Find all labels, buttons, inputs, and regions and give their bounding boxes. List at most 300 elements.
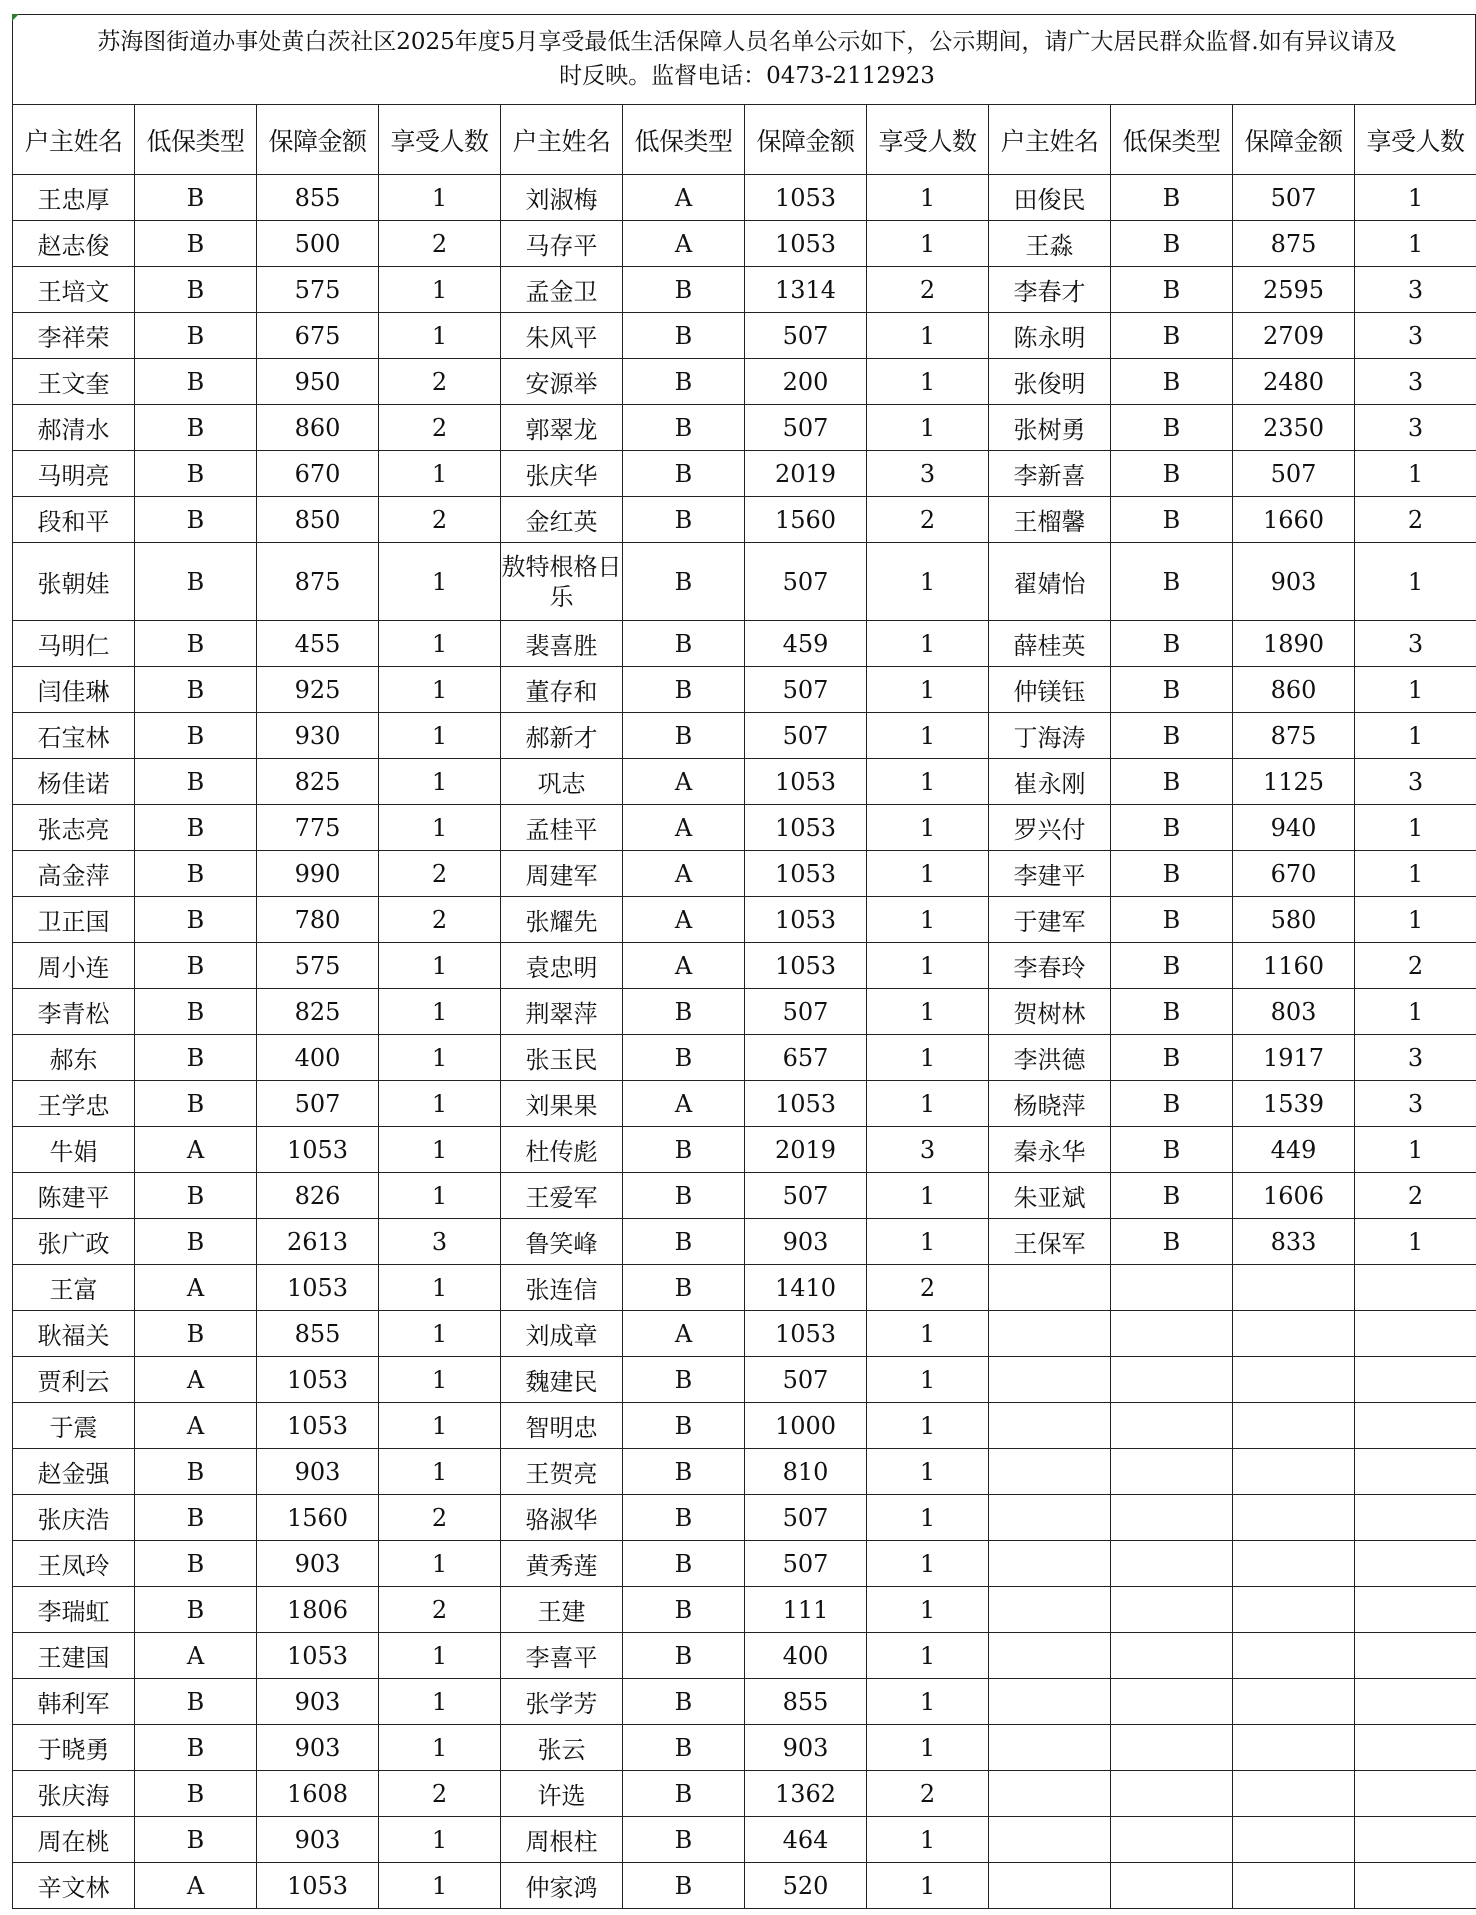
- cell-amount: 903: [745, 1219, 867, 1265]
- cell-type: B: [1111, 943, 1233, 989]
- cell-name: 于建军: [989, 897, 1111, 943]
- cell-type: B: [1111, 405, 1233, 451]
- cell-amount: 1362: [745, 1771, 867, 1817]
- cell-amount: 507: [257, 1081, 379, 1127]
- cell-count: 1: [867, 897, 989, 943]
- cell-count: 1: [867, 1035, 989, 1081]
- cell-amount: 507: [745, 405, 867, 451]
- cell-amount: 2709: [1233, 313, 1355, 359]
- cell-name: 王贺亮: [501, 1449, 623, 1495]
- cell-type: [1111, 1725, 1233, 1771]
- cell-count: 1: [867, 313, 989, 359]
- cell-type: B: [1111, 1035, 1233, 1081]
- cell-type: B: [623, 1725, 745, 1771]
- cell-name: 周建军: [501, 851, 623, 897]
- cell-amount: 2350: [1233, 405, 1355, 451]
- cell-type: B: [1111, 759, 1233, 805]
- cell-type: B: [1111, 713, 1233, 759]
- cell-amount: 825: [257, 989, 379, 1035]
- cell-name: 王榴馨: [989, 497, 1111, 543]
- cell-name: 王建国: [13, 1633, 135, 1679]
- cell-amount: 833: [1233, 1219, 1355, 1265]
- cell-type: [1111, 1449, 1233, 1495]
- cell-amount: 1053: [745, 851, 867, 897]
- cell-name: 董存和: [501, 667, 623, 713]
- table-row: [13, 1219, 1476, 1265]
- cell-type: B: [623, 1817, 745, 1863]
- cell-count: 3: [1355, 1081, 1476, 1127]
- cell-amount: 1053: [745, 943, 867, 989]
- table-row: [13, 897, 1476, 943]
- cell-amount: 1053: [745, 897, 867, 943]
- cell-name: 张广政: [13, 1219, 135, 1265]
- header-subsidy-amount: 保障金额: [1233, 105, 1355, 175]
- cell-name: [989, 1587, 1111, 1633]
- cell-type: A: [623, 805, 745, 851]
- cell-amount: 1053: [745, 175, 867, 221]
- cell-name: [989, 1771, 1111, 1817]
- cell-type: [1111, 1495, 1233, 1541]
- cell-name: 王爱军: [501, 1173, 623, 1219]
- table-row: [13, 1265, 1476, 1311]
- table-row: [13, 667, 1476, 713]
- cell-amount: [1233, 1403, 1355, 1449]
- cell-type: B: [135, 713, 257, 759]
- cell-amount: 2019: [745, 1127, 867, 1173]
- cell-type: A: [135, 1357, 257, 1403]
- cell-type: [1111, 1863, 1233, 1909]
- cell-amount: 1053: [257, 1127, 379, 1173]
- cell-type: B: [623, 713, 745, 759]
- cell-count: 2: [379, 851, 501, 897]
- table-row: [13, 359, 1476, 405]
- cell-amount: 860: [1233, 667, 1355, 713]
- cell-type: B: [135, 1587, 257, 1633]
- notice-sheet: [12, 14, 1476, 1909]
- cell-amount: 449: [1233, 1127, 1355, 1173]
- cell-type: B: [135, 1725, 257, 1771]
- table-row: [13, 1311, 1476, 1357]
- cell-name: 赵金强: [13, 1449, 135, 1495]
- cell-count: 3: [1355, 405, 1476, 451]
- cell-name: 杨佳诺: [13, 759, 135, 805]
- cell-type: B: [135, 1817, 257, 1863]
- cell-amount: 2480: [1233, 359, 1355, 405]
- cell-name: 王忠厚: [13, 175, 135, 221]
- cell-count: 1: [867, 713, 989, 759]
- cell-type: B: [623, 667, 745, 713]
- cell-type: B: [1111, 359, 1233, 405]
- cell-count: 1: [1355, 175, 1476, 221]
- cell-type: B: [135, 805, 257, 851]
- cell-amount: 1410: [745, 1265, 867, 1311]
- cell-amount: 780: [257, 897, 379, 943]
- cell-amount: 111: [745, 1587, 867, 1633]
- cell-amount: 507: [1233, 175, 1355, 221]
- cell-count: 1: [1355, 221, 1476, 267]
- cell-amount: 507: [745, 667, 867, 713]
- cell-count: 2: [1355, 943, 1476, 989]
- cell-type: A: [135, 1403, 257, 1449]
- cell-name: 闫佳琳: [13, 667, 135, 713]
- table-body: [13, 175, 1476, 1909]
- cell-type: B: [623, 1679, 745, 1725]
- cell-count: 1: [379, 943, 501, 989]
- sheet-corner-marker: [12, 14, 19, 21]
- cell-name: 仲镁钰: [989, 667, 1111, 713]
- cell-count: 3: [1355, 267, 1476, 313]
- header-subsidy-amount: 保障金额: [745, 105, 867, 175]
- table-row: [13, 1173, 1476, 1219]
- cell-amount: 903: [1233, 543, 1355, 621]
- cell-type: B: [135, 851, 257, 897]
- cell-count: 1: [867, 1541, 989, 1587]
- cell-amount: 507: [745, 1495, 867, 1541]
- cell-amount: 400: [745, 1633, 867, 1679]
- cell-name: 张志亮: [13, 805, 135, 851]
- cell-count: 3: [1355, 313, 1476, 359]
- table-row: [13, 1449, 1476, 1495]
- cell-count: 2: [379, 497, 501, 543]
- cell-name: 孟桂平: [501, 805, 623, 851]
- cell-name: 罗兴付: [989, 805, 1111, 851]
- cell-type: B: [1111, 989, 1233, 1035]
- cell-type: B: [1111, 667, 1233, 713]
- cell-count: 1: [379, 1403, 501, 1449]
- cell-count: 1: [867, 1311, 989, 1357]
- cell-count: 1: [1355, 805, 1476, 851]
- cell-amount: [1233, 1817, 1355, 1863]
- cell-count: 1: [1355, 851, 1476, 897]
- cell-amount: [1233, 1311, 1355, 1357]
- cell-name: 王建: [501, 1587, 623, 1633]
- cell-amount: 580: [1233, 897, 1355, 943]
- cell-amount: 803: [1233, 989, 1355, 1035]
- cell-amount: 1053: [745, 221, 867, 267]
- cell-type: B: [135, 359, 257, 405]
- table-row: [13, 1035, 1476, 1081]
- cell-type: B: [623, 1265, 745, 1311]
- header-subsidy-amount: 保障金额: [257, 105, 379, 175]
- notice-title-line-2: 时反映。监督电话：0473-2112923: [559, 63, 935, 89]
- cell-type: B: [623, 621, 745, 667]
- cell-type: B: [623, 359, 745, 405]
- cell-count: 3: [1355, 359, 1476, 405]
- cell-amount: 810: [745, 1449, 867, 1495]
- cell-amount: 2595: [1233, 267, 1355, 313]
- cell-name: 王文奎: [13, 359, 135, 405]
- cell-name: 于震: [13, 1403, 135, 1449]
- cell-name: 袁忠明: [501, 943, 623, 989]
- cell-amount: 1606: [1233, 1173, 1355, 1219]
- cell-count: 1: [867, 1495, 989, 1541]
- cell-count: 3: [1355, 1035, 1476, 1081]
- header-row: [13, 105, 1476, 175]
- cell-type: B: [623, 1541, 745, 1587]
- cell-type: B: [1111, 851, 1233, 897]
- cell-name: 王淼: [989, 221, 1111, 267]
- cell-count: [1355, 1541, 1476, 1587]
- table-row: [13, 805, 1476, 851]
- cell-type: A: [135, 1265, 257, 1311]
- cell-name: 王富: [13, 1265, 135, 1311]
- cell-count: [1355, 1495, 1476, 1541]
- cell-amount: 670: [257, 451, 379, 497]
- cell-amount: 1053: [745, 759, 867, 805]
- cell-type: B: [135, 1081, 257, 1127]
- table-row: [13, 1725, 1476, 1771]
- cell-amount: 990: [257, 851, 379, 897]
- cell-amount: [1233, 1495, 1355, 1541]
- cell-name: [989, 1725, 1111, 1771]
- header-beneficiary-count: 享受人数: [867, 105, 989, 175]
- header-beneficiary-count: 享受人数: [1355, 105, 1476, 175]
- cell-name: 陈永明: [989, 313, 1111, 359]
- cell-amount: 1560: [257, 1495, 379, 1541]
- cell-amount: 507: [745, 543, 867, 621]
- cell-amount: [1233, 1357, 1355, 1403]
- cell-name: 朱风平: [501, 313, 623, 359]
- table-row: [13, 621, 1476, 667]
- cell-amount: 575: [257, 267, 379, 313]
- cell-type: B: [623, 1403, 745, 1449]
- cell-amount: 500: [257, 221, 379, 267]
- cell-amount: 850: [257, 497, 379, 543]
- cell-name: 刘成章: [501, 1311, 623, 1357]
- cell-name: 陈建平: [13, 1173, 135, 1219]
- cell-count: 1: [867, 943, 989, 989]
- cell-count: 1: [867, 1633, 989, 1679]
- cell-type: B: [623, 1863, 745, 1909]
- cell-type: A: [623, 897, 745, 943]
- cell-count: 1: [379, 1311, 501, 1357]
- cell-name: 杨晓萍: [989, 1081, 1111, 1127]
- cell-count: [1355, 1357, 1476, 1403]
- cell-count: 1: [867, 1863, 989, 1909]
- cell-count: 1: [379, 1265, 501, 1311]
- header-subsidy-type: 低保类型: [1111, 105, 1233, 175]
- cell-name: 张朝娃: [13, 543, 135, 621]
- cell-count: 1: [867, 1173, 989, 1219]
- table-row: [13, 1127, 1476, 1173]
- cell-name: 丁海涛: [989, 713, 1111, 759]
- cell-type: [1111, 1541, 1233, 1587]
- cell-name: 张耀先: [501, 897, 623, 943]
- header-subsidy-type: 低保类型: [623, 105, 745, 175]
- cell-name: 张玉民: [501, 1035, 623, 1081]
- cell-name: 王凤玲: [13, 1541, 135, 1587]
- cell-type: B: [135, 1219, 257, 1265]
- notice-title-line-1: 苏海图街道办事处黄白茨社区2025年度5月享受最低生活保障人员名单公示如下，公示期间，请广大居民群众监督.如有异议请及: [97, 29, 1397, 55]
- table-row: [13, 221, 1476, 267]
- cell-type: B: [623, 1127, 745, 1173]
- cell-count: 3: [1355, 759, 1476, 805]
- cell-type: B: [623, 543, 745, 621]
- cell-type: [1111, 1817, 1233, 1863]
- cell-amount: 1125: [1233, 759, 1355, 805]
- table-row: [13, 1403, 1476, 1449]
- cell-amount: [1233, 1679, 1355, 1725]
- cell-count: 1: [379, 1127, 501, 1173]
- cell-amount: 860: [257, 405, 379, 451]
- cell-name: 魏建民: [501, 1357, 623, 1403]
- cell-type: B: [623, 1357, 745, 1403]
- cell-name: 卫正国: [13, 897, 135, 943]
- cell-type: B: [135, 1449, 257, 1495]
- cell-name: 李新喜: [989, 451, 1111, 497]
- cell-name: 王培文: [13, 267, 135, 313]
- cell-type: B: [623, 1495, 745, 1541]
- table-row: [13, 1081, 1476, 1127]
- cell-count: 1: [379, 759, 501, 805]
- cell-name: 朱亚斌: [989, 1173, 1111, 1219]
- cell-name: 高金萍: [13, 851, 135, 897]
- cell-type: B: [135, 543, 257, 621]
- cell-amount: 826: [257, 1173, 379, 1219]
- cell-type: B: [1111, 1081, 1233, 1127]
- cell-amount: 903: [257, 1817, 379, 1863]
- cell-amount: 507: [745, 1173, 867, 1219]
- beneficiary-table: [12, 104, 1476, 1909]
- cell-count: 1: [867, 1081, 989, 1127]
- cell-amount: 925: [257, 667, 379, 713]
- cell-count: 1: [867, 1219, 989, 1265]
- cell-name: 鲁笑峰: [501, 1219, 623, 1265]
- cell-name: 巩志: [501, 759, 623, 805]
- cell-name: 石宝林: [13, 713, 135, 759]
- cell-type: [1111, 1587, 1233, 1633]
- cell-count: 1: [867, 1357, 989, 1403]
- table-row: [13, 451, 1476, 497]
- cell-name: 秦永华: [989, 1127, 1111, 1173]
- cell-name: 郝新才: [501, 713, 623, 759]
- cell-name: 李喜平: [501, 1633, 623, 1679]
- cell-name: 金红英: [501, 497, 623, 543]
- cell-type: B: [1111, 1219, 1233, 1265]
- cell-name: 张云: [501, 1725, 623, 1771]
- cell-amount: 875: [1233, 713, 1355, 759]
- cell-count: 2: [379, 221, 501, 267]
- cell-count: 2: [867, 1265, 989, 1311]
- cell-count: 1: [379, 175, 501, 221]
- cell-name: 马明亮: [13, 451, 135, 497]
- cell-type: B: [623, 1587, 745, 1633]
- cell-count: [1355, 1725, 1476, 1771]
- cell-name: 李洪德: [989, 1035, 1111, 1081]
- cell-type: B: [1111, 313, 1233, 359]
- cell-name: 韩利军: [13, 1679, 135, 1725]
- cell-name: 崔永刚: [989, 759, 1111, 805]
- cell-type: A: [623, 175, 745, 221]
- cell-type: B: [1111, 1127, 1233, 1173]
- cell-name: 荆翠萍: [501, 989, 623, 1035]
- cell-type: B: [623, 1633, 745, 1679]
- cell-count: 2: [379, 405, 501, 451]
- cell-amount: 903: [257, 1679, 379, 1725]
- cell-type: B: [135, 1035, 257, 1081]
- cell-count: 1: [379, 1035, 501, 1081]
- cell-name: 王学忠: [13, 1081, 135, 1127]
- cell-amount: 507: [745, 1541, 867, 1587]
- cell-name: 田俊民: [989, 175, 1111, 221]
- cell-name: 骆淑华: [501, 1495, 623, 1541]
- cell-amount: 1053: [257, 1633, 379, 1679]
- cell-count: 3: [379, 1219, 501, 1265]
- cell-amount: 507: [1233, 451, 1355, 497]
- cell-type: B: [135, 667, 257, 713]
- cell-name: 李建平: [989, 851, 1111, 897]
- cell-count: [1355, 1863, 1476, 1909]
- cell-count: 1: [379, 989, 501, 1035]
- cell-count: 1: [1355, 543, 1476, 621]
- cell-amount: 875: [1233, 221, 1355, 267]
- cell-name: 周根柱: [501, 1817, 623, 1863]
- cell-name: 安源举: [501, 359, 623, 405]
- cell-name: 赵志俊: [13, 221, 135, 267]
- cell-name: 刘淑梅: [501, 175, 623, 221]
- cell-name: 杜传彪: [501, 1127, 623, 1173]
- cell-type: B: [623, 267, 745, 313]
- cell-count: [1355, 1633, 1476, 1679]
- cell-amount: 775: [257, 805, 379, 851]
- cell-name: 郝东: [13, 1035, 135, 1081]
- cell-amount: 825: [257, 759, 379, 805]
- cell-count: 1: [379, 1357, 501, 1403]
- cell-name: 张庆海: [13, 1771, 135, 1817]
- cell-type: A: [135, 1863, 257, 1909]
- cell-count: 2: [867, 497, 989, 543]
- cell-count: 2: [379, 1771, 501, 1817]
- cell-amount: 507: [745, 1357, 867, 1403]
- cell-count: 1: [1355, 667, 1476, 713]
- cell-name: 郝清水: [13, 405, 135, 451]
- cell-name: [989, 1311, 1111, 1357]
- cell-amount: [1233, 1863, 1355, 1909]
- cell-count: 3: [1355, 621, 1476, 667]
- cell-amount: 855: [745, 1679, 867, 1725]
- cell-name: 李瑞虹: [13, 1587, 135, 1633]
- cell-type: [1111, 1679, 1233, 1725]
- cell-type: A: [135, 1633, 257, 1679]
- cell-count: [1355, 1265, 1476, 1311]
- cell-type: B: [135, 497, 257, 543]
- cell-amount: 1890: [1233, 621, 1355, 667]
- table-row: [13, 759, 1476, 805]
- cell-type: [1111, 1265, 1233, 1311]
- cell-type: A: [623, 759, 745, 805]
- cell-name: 翟婧怡: [989, 543, 1111, 621]
- table-row: [13, 943, 1476, 989]
- table-row: [13, 1863, 1476, 1909]
- cell-type: B: [135, 313, 257, 359]
- cell-type: B: [1111, 451, 1233, 497]
- cell-name: 贺树林: [989, 989, 1111, 1035]
- cell-count: 1: [379, 1679, 501, 1725]
- cell-amount: [1233, 1587, 1355, 1633]
- cell-name: 段和平: [13, 497, 135, 543]
- cell-type: B: [1111, 1173, 1233, 1219]
- cell-name: 李青松: [13, 989, 135, 1035]
- cell-amount: 875: [257, 543, 379, 621]
- cell-name: 王保军: [989, 1219, 1111, 1265]
- cell-count: 1: [379, 621, 501, 667]
- cell-count: 2: [867, 267, 989, 313]
- cell-amount: 1539: [1233, 1081, 1355, 1127]
- cell-count: 1: [867, 989, 989, 1035]
- cell-count: 1: [379, 451, 501, 497]
- cell-type: B: [135, 943, 257, 989]
- cell-count: 1: [379, 543, 501, 621]
